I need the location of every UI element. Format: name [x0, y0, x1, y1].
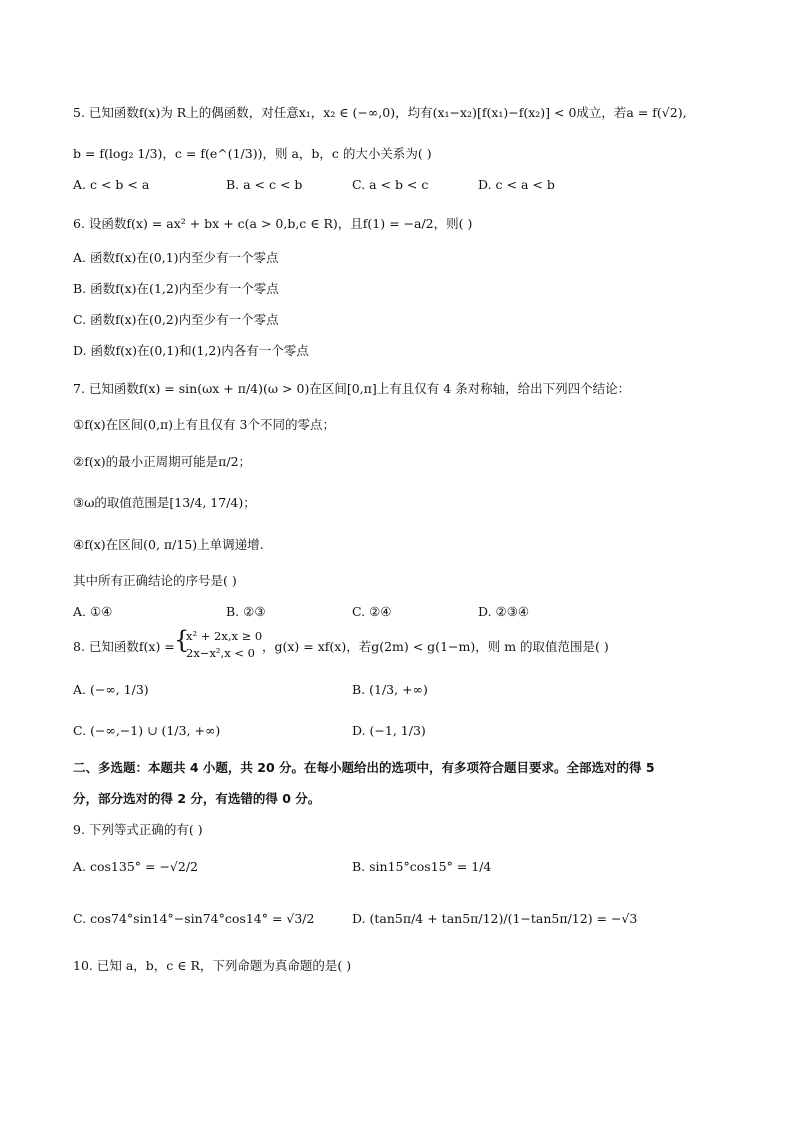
q6-stem: 6. 设函数f(x) = ax² + bx + c(a > 0,b,c ∈ R)，且f(1) = −a/2，则( ): [73, 216, 473, 231]
q9-option-a: A. cos135° = −√2/2: [73, 859, 198, 874]
q8-option-c: C. (−∞,−1) ∪ (1/3, +∞): [73, 723, 221, 738]
q8-option-d: D. (−1, 1/3): [352, 723, 426, 738]
q10-stem: 10. 已知 a，b，c ∈ R，下列命题为真命题的是( ): [73, 958, 352, 973]
q7-option-b: B. ②③: [226, 604, 266, 619]
q6-option-c: C. 函数f(x)在(0,2)内至少有一个零点: [73, 312, 279, 327]
q6-option-b: B. 函数f(x)在(1,2)内至少有一个零点: [73, 281, 279, 296]
q6-option-a: A. 函数f(x)在(0,1)内至少有一个零点: [73, 250, 279, 265]
q7-option-a: A. ①④: [73, 604, 113, 619]
q7-option-d: D. ②③④: [478, 604, 530, 619]
section-2-heading-line2: 分，部分选对的得 2 分，有选错的得 0 分。: [73, 791, 321, 806]
q8-stem-suffix: ，g(x) = xf(x)，若g(2m) < g(1−m)，则 m 的取值范围是( ): [262, 639, 609, 654]
q7-stem: 7. 已知函数f(x) = sin(ωx + π/4)(ω > 0)在区间[0,π]上有且仅有 4 条对称轴，给出下列四个结论：: [73, 381, 631, 396]
q7-conclusion-4: ④f(x)在区间(0, π/15)上单调递增.: [73, 537, 264, 552]
q5-option-b: B. a < c < b: [226, 177, 303, 192]
q5-stem-line1: 5. 已知函数f(x)为 R上的偶函数，对任意x₁，x₂ ∈ (−∞,0)，均有(x₁−x₂)[f(x₁)−f(x₂)] < 0成立，若a = f(√2),: [73, 105, 687, 120]
q7-conclusion-1: ①f(x)在区间(0,π)上有且仅有 3个不同的零点；: [73, 417, 335, 432]
q7-option-c: C. ②④: [352, 604, 392, 619]
q5-stem-line2: b = f(log₂ 1/3)，c = f(e^(1/3))，则 a，b，c 的大小关系为( ): [73, 146, 432, 161]
q5-option-c: C. a < b < c: [352, 177, 429, 192]
q7-conclusion-3: ③ω的取值范围是[13/4, 17/4)；: [73, 495, 256, 510]
q8-case-2: 2x−x²,x < 0: [186, 646, 255, 660]
q5-option-d: D. c < a < b: [478, 177, 555, 192]
q9-stem: 9. 下列等式正确的有( ): [73, 822, 203, 837]
q7-question: 其中所有正确结论的序号是( ): [73, 573, 237, 588]
q8-stem-prefix: 8. 已知函数f(x) =: [73, 639, 175, 654]
q9-option-c: C. cos74°sin14°−sin74°cos14° = √3/2: [73, 911, 315, 926]
q8-brace: {: [174, 626, 190, 654]
q9-option-b: B. sin15°cos15° = 1/4: [352, 859, 492, 874]
q5-option-a: A. c < b < a: [73, 177, 150, 192]
section-2-heading-line1: 二、多选题：本题共 4 小题，共 20 分。在每小题给出的选项中，有多项符合题目要求。全部选对的得 5: [73, 760, 655, 775]
q6-option-d: D. 函数f(x)在(0,1)和(1,2)内各有一个零点: [73, 343, 309, 358]
q8-case-1: x² + 2x,x ≥ 0: [186, 629, 263, 643]
q8-option-b: B. (1/3, +∞): [352, 682, 428, 697]
q8-option-a: A. (−∞, 1/3): [73, 682, 149, 697]
q9-option-d: D. (tan5π/4 + tan5π/12)/(1−tan5π/12) = −√3: [352, 911, 638, 926]
q7-conclusion-2: ②f(x)的最小正周期可能是π/2；: [73, 454, 252, 469]
